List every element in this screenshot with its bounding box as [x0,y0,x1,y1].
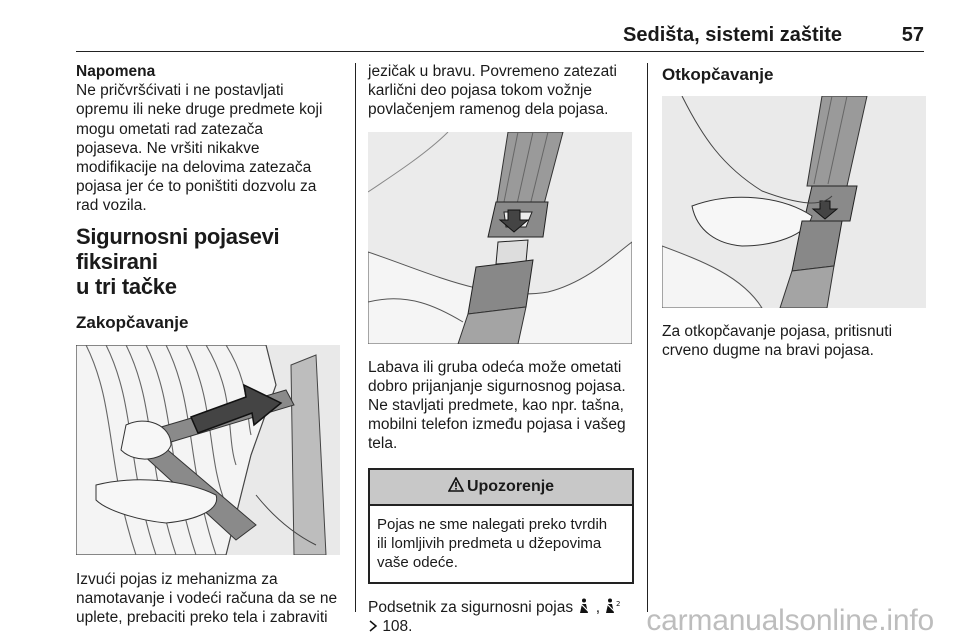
note-title: Napomena [76,63,156,80]
subheading-unfastening: Otkopčavanje [662,65,774,84]
fastening-illustration-svg [76,345,340,555]
caption-line: uplete, prebaciti preko tela i zabraviti [76,609,328,627]
reminder-text: Podsetnik za sigurnosni pojas [368,598,574,616]
note-line: opremu ili neke druge predmete koji [76,101,323,119]
column-1 [76,62,342,627]
text-line: karlični deo pojasa tokom vožnje [368,82,593,100]
buckle-illustration-svg [368,132,632,344]
caption-line: Za otkopčavanje pojasa, pritisnuti [662,323,893,340]
warning-box [368,468,634,584]
note-line: mogu ometati rad zatezača [76,120,263,138]
fastening-illustration [76,345,340,555]
page-number: 57 [901,24,924,46]
svg-text:2: 2 [616,599,621,608]
unfastening-caption [662,322,926,360]
seatbelt-reminder-rear-icon [604,599,624,616]
caption-line: namotavanje i vodeći računa da se ne [76,589,338,607]
warning-body [370,506,632,582]
intro-paragraph [368,62,634,120]
fastening-caption [76,570,342,628]
column-2 [368,62,634,636]
heading-line: u tri tačke [76,273,177,299]
column-divider-2 [647,63,648,612]
buckle-illustration [368,132,632,344]
page-reference-arrow-icon [368,618,382,635]
subheading-fastening: Zakopčavanje [76,312,189,332]
warning-header [370,470,632,506]
header-rule [76,51,924,52]
heading-line: Sigurnosni pojasevi fiksirani [76,223,280,274]
warning-line: vaše odeće. [377,553,458,571]
text-line: povlačenjem ramenog dela pojasa. [368,101,609,119]
caption-line: Izvući pojas iz mehanizma za [76,570,278,588]
caption-line: crveno dugme na bravi pojasa. [662,342,874,360]
clothing-paragraph [368,358,634,454]
warning-title: Upozorenje [466,478,555,496]
note-line: modifikacije na delovima zatezača [76,159,312,177]
warning-line: Pojas ne sme nalegati preko tvrdih [377,515,608,533]
text-line: jezičak u bravu. Povremeno zatezati [368,63,617,80]
section-heading [76,224,342,299]
column-divider-1 [355,63,356,612]
unfastening-illustration [662,96,926,308]
text-line: Labava ili gruba odeća može ometati [368,358,622,376]
text-line: Ne stavljati predmete, kao npr. tašna, [368,397,624,415]
seatbelt-reminder-icon [577,599,595,616]
note-line: rad vozila. [76,197,147,215]
text-line: mobilni telefon između pojasa i vašeg [368,416,626,434]
unfastening-illustration-svg [662,96,926,308]
reference-line [368,617,634,636]
page-reference[interactable]: 108. [382,617,413,635]
note-line: Ne pričvršćivati i ne postavljati [76,82,284,100]
note-line: pojasa jer će to poništiti dozvolu za [76,178,317,196]
section-title: Sedišta, sistemi zaštite [623,24,842,46]
watermark: carmanualsonline.info [646,604,934,637]
reminder-paragraph [368,598,634,636]
text-line: dobro prijanjanje sigurnosnog pojasa. [368,377,626,395]
note-body [76,81,342,215]
warning-triangle-icon [448,477,464,497]
text-line: tela. [368,435,398,453]
warning-line: ili lomljivih predmeta u džepovima [377,534,602,552]
column-3 [662,62,926,360]
reminder-line: Podsetnik za sigurnosni pojas , 2 [368,598,634,617]
page-header [76,24,924,54]
note-line: pojaseva. Ne vršiti nikakve [76,139,260,157]
